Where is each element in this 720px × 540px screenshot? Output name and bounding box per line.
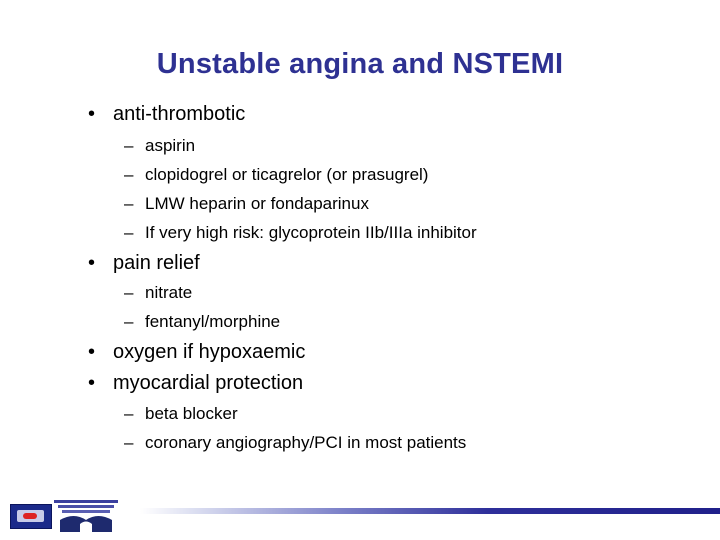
dash-icon: –: [124, 312, 134, 331]
bullet-icon: •: [88, 103, 96, 125]
bullet-label: anti-thrombotic: [113, 103, 246, 125]
bullet-icon: •: [88, 372, 96, 394]
bullet-label: myocardial protection: [113, 372, 304, 394]
sub-bullet-label: nitrate: [145, 283, 193, 302]
sub-bullet-label: fentanyl/morphine: [145, 312, 281, 331]
building-logo-icon: [54, 500, 118, 532]
bullet-label: pain relief: [113, 252, 200, 274]
sub-bullet-label: beta blocker: [145, 404, 238, 423]
dash-icon: –: [124, 194, 134, 213]
sub-bullet-label: LMW heparin or fondaparinux: [145, 194, 369, 213]
society-logo-icon: [10, 504, 52, 529]
dash-icon: –: [124, 165, 134, 184]
slide-title: Unstable angina and NSTEMI: [156, 48, 564, 80]
dash-icon: –: [124, 136, 134, 155]
bullet-icon: •: [88, 341, 96, 363]
sub-bullet-label: If very high risk: glycoprotein IIb/IIIa inhibitor: [145, 223, 477, 242]
dash-icon: –: [124, 283, 134, 302]
dash-icon: –: [124, 223, 134, 242]
logo-mark: [23, 513, 37, 519]
dash-icon: –: [124, 404, 134, 423]
sub-bullet-label: aspirin: [145, 136, 196, 155]
bullet-icon: •: [88, 252, 96, 274]
sub-bullet-label: coronary angiography/PCI in most patients: [145, 433, 467, 452]
footer-divider: [140, 508, 720, 514]
sub-bullet-label: clopidogrel or ticagrelor (or prasugrel): [145, 165, 429, 184]
bullet-label: oxygen if hypoxaemic: [113, 341, 306, 363]
dash-icon: –: [124, 433, 134, 452]
